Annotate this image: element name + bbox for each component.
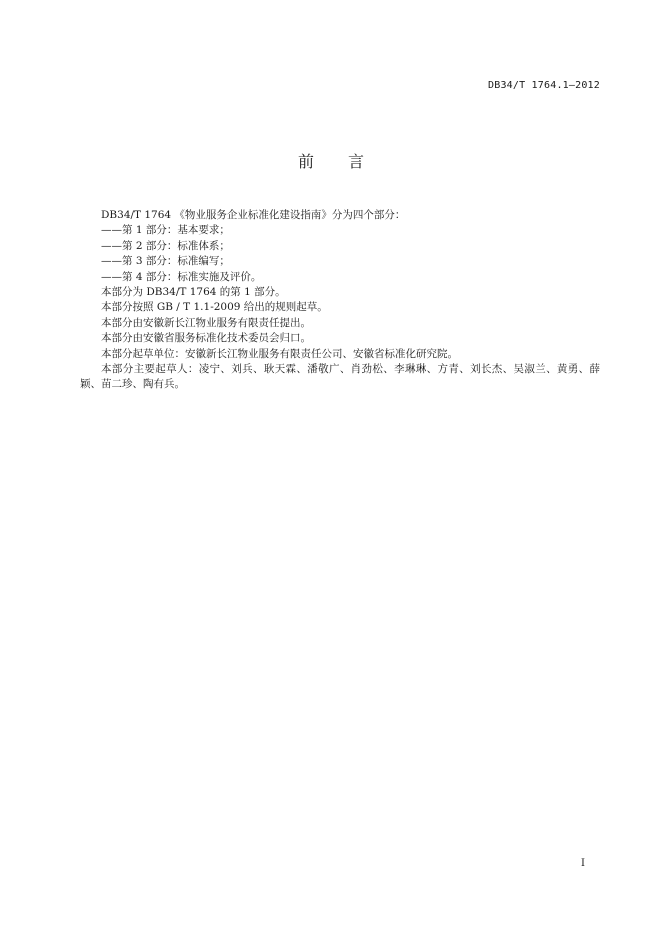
paragraph-this-part: 本部分为 DB34/T 1764 的第 1 部分。 — [101, 286, 286, 299]
paragraph-drafters: 本部分主要起草人：凌宁、刘兵、耿天霖、潘敬广、肖劲松、李琳琳、方青、刘长杰、吴淑兰、黄勇、薛颖、苗二珍、陶有兵。 — [80, 363, 600, 391]
list-item-part-4: ——第 4 部分：标准实施及评价。 — [101, 270, 262, 283]
page-number: I — [581, 858, 585, 869]
paragraph-parts-intro: DB34/T 1764 《物业服务企业标准化建设指南》分为四个部分： — [101, 209, 406, 221]
foreword-body — [80, 208, 600, 393]
paragraph-administrator: 本部分由安徽省服务标准化技术委员会归口。 — [101, 332, 311, 345]
list-item-part-3: ——第 3 部分：标准编写； — [101, 255, 230, 268]
document-code: DB34/T 1764.1—2012 — [488, 80, 600, 91]
paragraph-proposer: 本部分由安徽新长江物业服务有限责任提出。 — [101, 316, 311, 329]
list-item-part-2: ——第 2 部分：标准体系； — [101, 239, 230, 252]
paragraph-drafting-units: 本部分起草单位：安徽新长江物业服务有限责任公司、安徽省标准化研究院。 — [101, 347, 458, 360]
page-title: 前言 — [297, 152, 398, 171]
list-item-part-1: ——第 1 部分：基本要求； — [101, 224, 230, 237]
paragraph-drafting-rules: 本部分按照 GB / T 1.1-2009 给出的规则起草。 — [101, 301, 328, 314]
